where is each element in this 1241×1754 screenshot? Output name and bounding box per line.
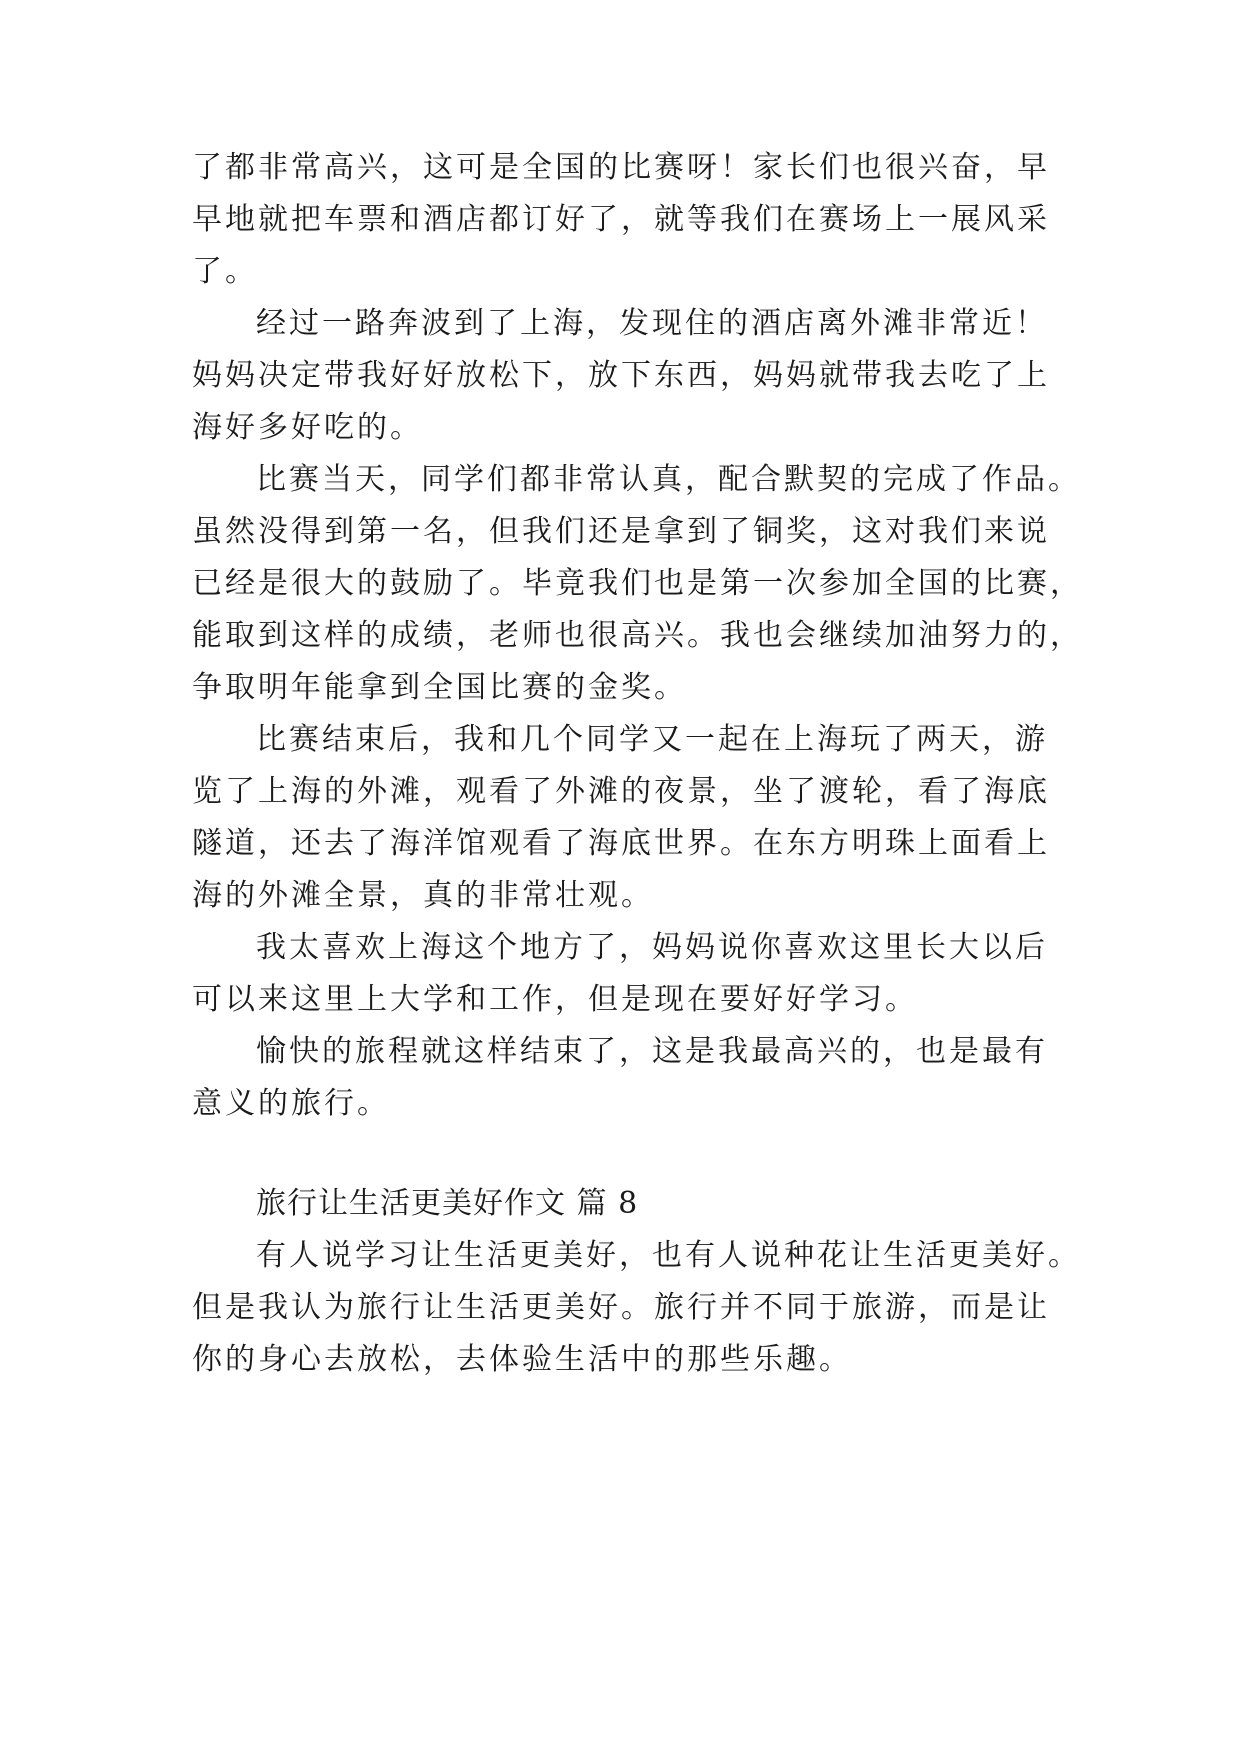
paragraph-line: 了。 xyxy=(192,254,258,289)
paragraph-line: 隧道，还去了海洋馆观看了海底世界。在东方明珠上面看上 xyxy=(192,826,1050,861)
paragraph-line: 经过一路奔波到了上海，发现住的酒店离外滩非常近！ xyxy=(256,306,1048,341)
paragraph-line: 已经是很大的鼓励了。毕竟我们也是第一次参加全国的比赛， xyxy=(192,566,1083,601)
section-heading: 旅行让生活更美好作文 篇 8 xyxy=(256,1186,639,1221)
paragraph-line: 可以来这里上大学和工作，但是现在要好好学习。 xyxy=(192,982,918,1017)
paragraph-line: 比赛当天，同学们都非常认真，配合默契的完成了作品。 xyxy=(256,462,1081,497)
paragraph-line: 览了上海的外滩，观看了外滩的夜景，坐了渡轮，看了海底 xyxy=(192,774,1050,809)
paragraph-line: 妈妈决定带我好好放松下，放下东西，妈妈就带我去吃了上 xyxy=(192,358,1050,393)
paragraph-line: 了都非常高兴，这可是全国的比赛呀！家长们也很兴奋，早 xyxy=(192,150,1050,185)
paragraph-line: 意义的旅行。 xyxy=(192,1086,390,1121)
paragraph-line: 愉快的旅程就这样结束了，这是我最高兴的，也是最有 xyxy=(256,1034,1048,1069)
paragraph-line: 虽然没得到第一名，但我们还是拿到了铜奖，这对我们来说 xyxy=(192,514,1050,549)
paragraph-line: 能取到这样的成绩，老师也很高兴。我也会继续加油努力的， xyxy=(192,618,1083,653)
paragraph-line: 海好多好吃的。 xyxy=(192,410,423,445)
paragraph-line: 比赛结束后，我和几个同学又一起在上海玩了两天，游 xyxy=(256,722,1048,757)
paragraph-line: 海的外滩全景，真的非常壮观。 xyxy=(192,878,654,913)
paragraph-line: 早地就把车票和酒店都订好了，就等我们在赛场上一展风采 xyxy=(192,202,1050,237)
paragraph-line: 争取明年能拿到全国比赛的金奖。 xyxy=(192,670,687,705)
paragraph-line: 但是我认为旅行让生活更美好。旅行并不同于旅游，而是让 xyxy=(192,1290,1050,1325)
paragraph-line: 有人说学习让生活更美好，也有人说种花让生活更美好。 xyxy=(256,1238,1081,1273)
paragraph-line: 你的身心去放松，去体验生活中的那些乐趣。 xyxy=(192,1342,852,1377)
paragraph-line: 我太喜欢上海这个地方了，妈妈说你喜欢这里长大以后 xyxy=(256,930,1048,965)
